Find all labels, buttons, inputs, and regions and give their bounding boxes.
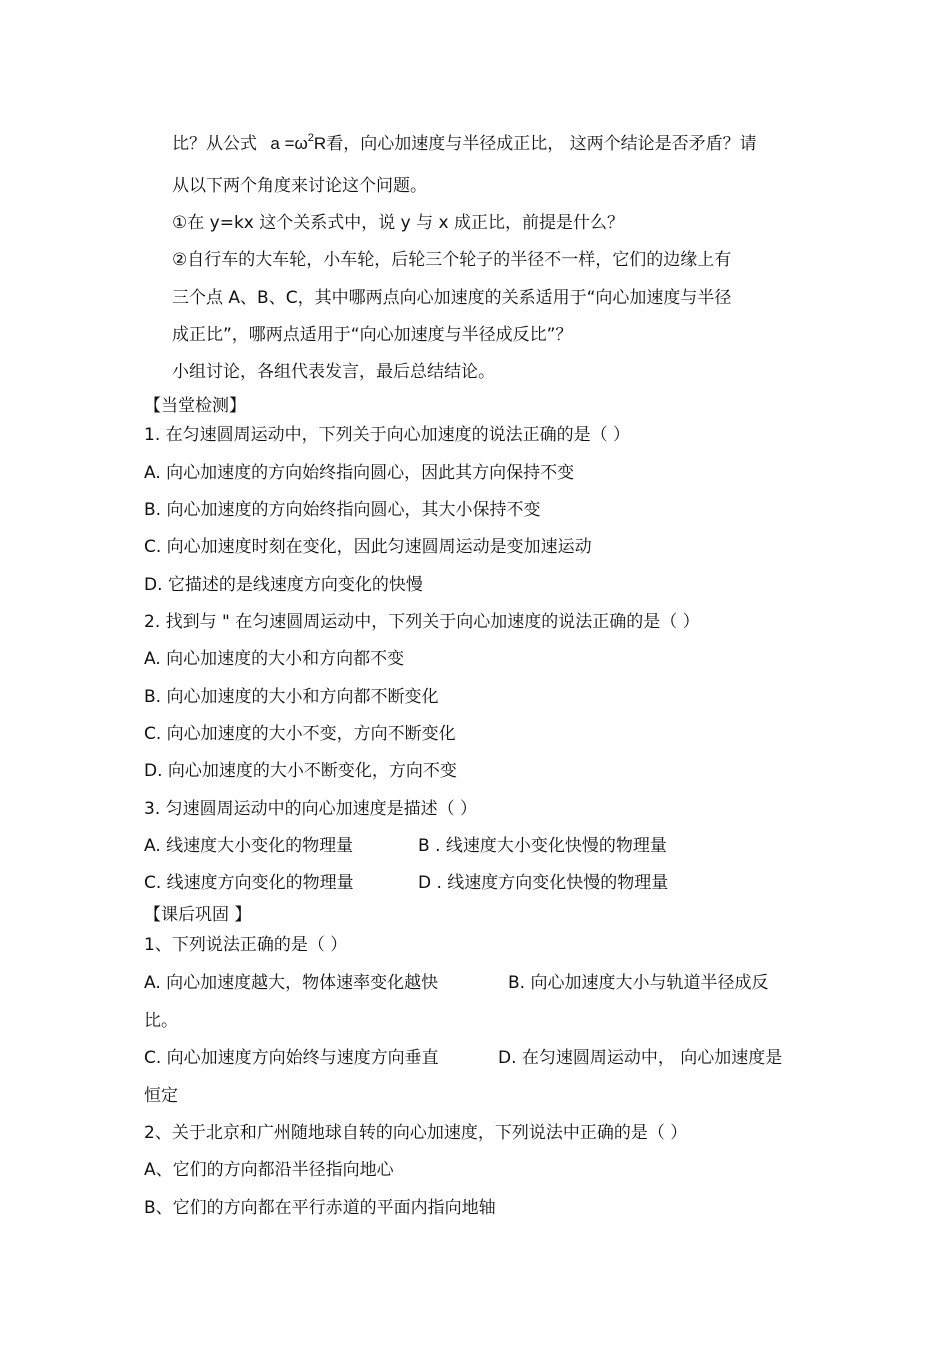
option: B. 向心加速度的方向始终指向圆心，其大小保持不变 [144,500,541,520]
option: A. 向心加速度越大，物体速率变化越快 [144,973,439,993]
option: A. 线速度大小变化的物理量 [144,836,354,856]
option: C. 向心加速度时刻在变化，因此匀速圆周运动是变加速运动 [144,537,592,557]
formula [270,134,326,153]
question-stem: 3. 匀速圆周运动中的向心加速度是描述（ ） [144,799,478,819]
intro-line-3: ①在 y=kx 这个关系式中，说 y 与 x 成正比，前提是什么？ [172,213,624,233]
option: A. 向心加速度的大小和方向都不变 [144,649,405,669]
option: B. 向心加速度大小与轨道半径成反 [508,973,769,993]
section-title: 【当堂检测】 [144,396,246,416]
intro-line-7: 小组讨论，各组代表发言，最后总结结论。 [172,362,495,382]
option: C. 向心加速度的大小不变，方向不断变化 [144,724,456,744]
option: B . 线速度大小变化快慢的物理量 [418,836,667,856]
question-stem: 1. 在匀速圆周运动中，下列关于向心加速度的说法正确的是（ ） [144,425,631,445]
option: A、它们的方向都沿半径指向地心 [144,1160,394,1180]
intro-line-6: 成正比”，哪两点适用于“向心加速度与半径成反比”？ [172,325,573,345]
question-stem: 2. 找到与 " 在匀速圆周运动中，下列关于向心加速度的说法正确的是（ ） [144,612,700,632]
intro-text: 看，向心加速度与半径成正比， 这两个结论是否矛盾？请 [326,134,757,154]
question-stem: 1、下列说法正确的是（ ） [144,935,348,955]
question-stem: 2、关于北京和广州随地球自转的向心加速度，下列说法中正确的是（ ） [144,1123,688,1143]
option: B、它们的方向都在平行赤道的平面内指向地轴 [144,1198,496,1218]
option: C. 线速度方向变化的物理量 [144,873,354,893]
option-continuation: 比。 [144,1011,178,1031]
formula-rhs: R [313,134,327,153]
formula-lhs: a =ω [270,134,308,153]
option: C. 向心加速度方向始终与速度方向垂直 [144,1048,439,1068]
intro-line-2: 从以下两个角度来讨论这个问题。 [172,176,427,196]
option: D. 在匀速圆周运动中， 向心加速度是 [498,1048,783,1068]
option: A. 向心加速度的方向始终指向圆心，因此其方向保持不变 [144,463,575,483]
formula-exponent: 2 [307,132,314,144]
option: D. 它描述的是线速度方向变化的快慢 [144,575,423,595]
option-continuation: 恒定 [144,1086,178,1106]
intro-line-5: 三个点 A、B、C，其中哪两点向心加速度的关系适用于“向心加速度与半径 [172,288,732,308]
intro-line-1 [172,133,757,155]
section-title: 【课后巩固 】 [144,905,252,925]
intro-text: 比？从公式 [172,134,257,154]
option: D. 向心加速度的大小不断变化，方向不变 [144,761,457,781]
option: D . 线速度方向变化快慢的物理量 [418,873,669,893]
intro-line-4: ②自行车的大车轮，小车轮，后轮三个轮子的半径不一样，它们的边缘上有 [172,250,732,270]
option: B. 向心加速度的大小和方向都不断变化 [144,687,439,707]
